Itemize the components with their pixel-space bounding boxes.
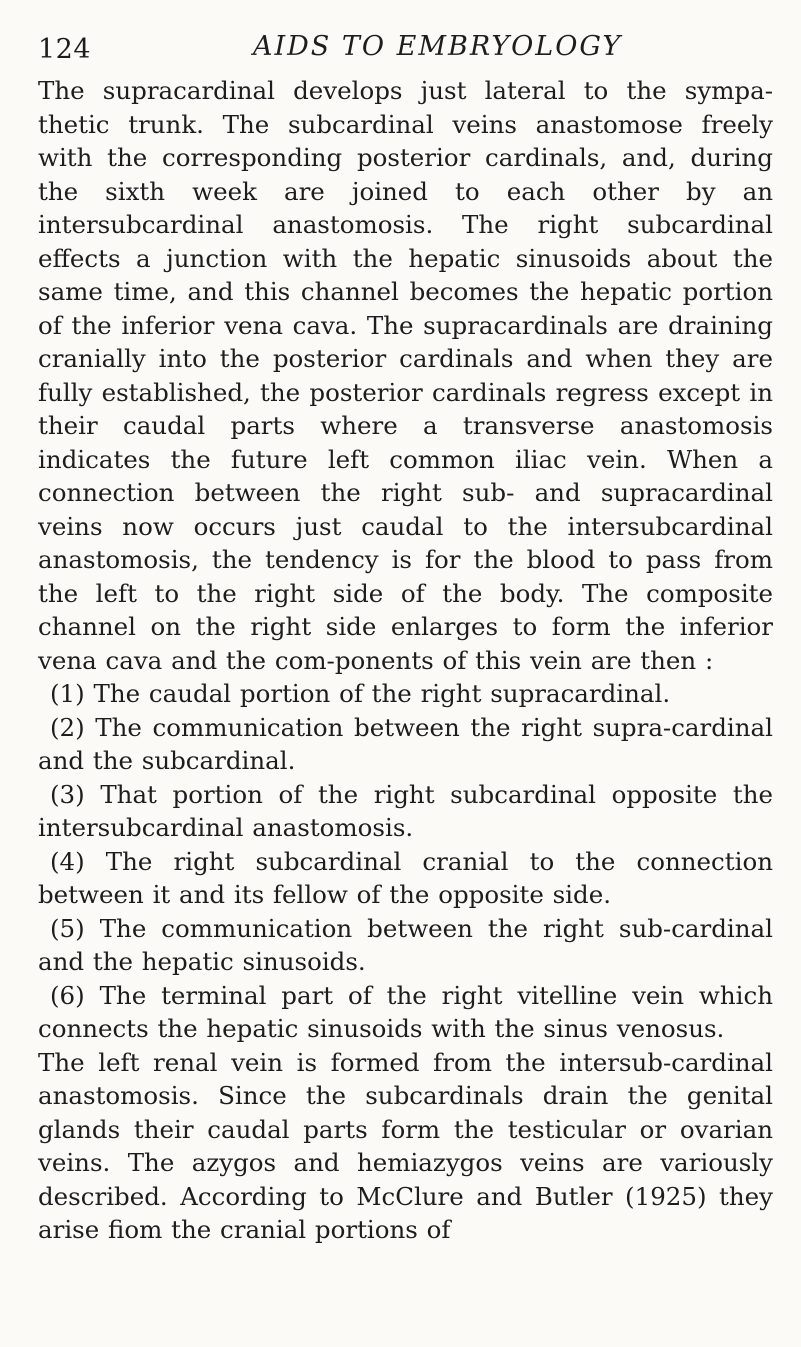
paragraph-2: The left renal vein is formed from the intersub-cardinal anastomosis. Since the subcardinals drain the genital glands their caudal parts form the testicular or ovarian veins. The azygos and hemiazygos veins are variously described. According to McClure and Butler (1925) they arise fiom the cranial portions of — [38, 1047, 773, 1244]
list-item-3: (3) That portion of the right subcardinal opposite the intersubcardinal anastomosis. — [38, 779, 773, 842]
list-item-2: (2) The communication between the right supra-cardinal and the subcardinal. — [38, 712, 773, 775]
running-head: AIDS TO EMBRYOLOGY — [253, 31, 623, 62]
paragraph-1: The supracardinal develops just lateral to the sympa-thetic trunk. The subcardinal veins anastomose freely with the corresponding posterior cardinals, and, during the sixth week are joined to each other by an intersubcardinal anastomosis. The right subcardinal effects a junction with the hepatic sinusoids about the same time, and this channel becomes the hepatic portion of the inferior vena cava. The supracardinals are draining cranially into the posterior cardinals and when they are fully established, the posterior cardinals regress except in their caudal parts where a transverse anastomosis indicates the future left common iliac vein. When a connection between the right sub- and supracardinal veins now occurs just caudal to the intersubcardinal anastomosis, the tendency is for the blood to pass from the left to the right side of the body. The composite channel on the right side enlarges to form the inferior vena cava and the com-ponents of this vein are then : — [38, 76, 773, 675]
page-body — [38, 74, 773, 1247]
list-item-6: (6) The terminal part of the right vitelline vein which connects the hepatic sinusoids with the sinus venosus. — [38, 980, 773, 1043]
page-number: 124 — [38, 34, 92, 65]
page-header — [38, 0, 773, 74]
list-item-1: (1) The caudal portion of the right supracardinal. — [50, 679, 671, 708]
list-item-4: (4) The right subcardinal cranial to the connection between it and its fellow of the opposite side. — [38, 846, 773, 909]
list-item-5: (5) The communication between the right sub-cardinal and the hepatic sinusoids. — [38, 913, 773, 976]
